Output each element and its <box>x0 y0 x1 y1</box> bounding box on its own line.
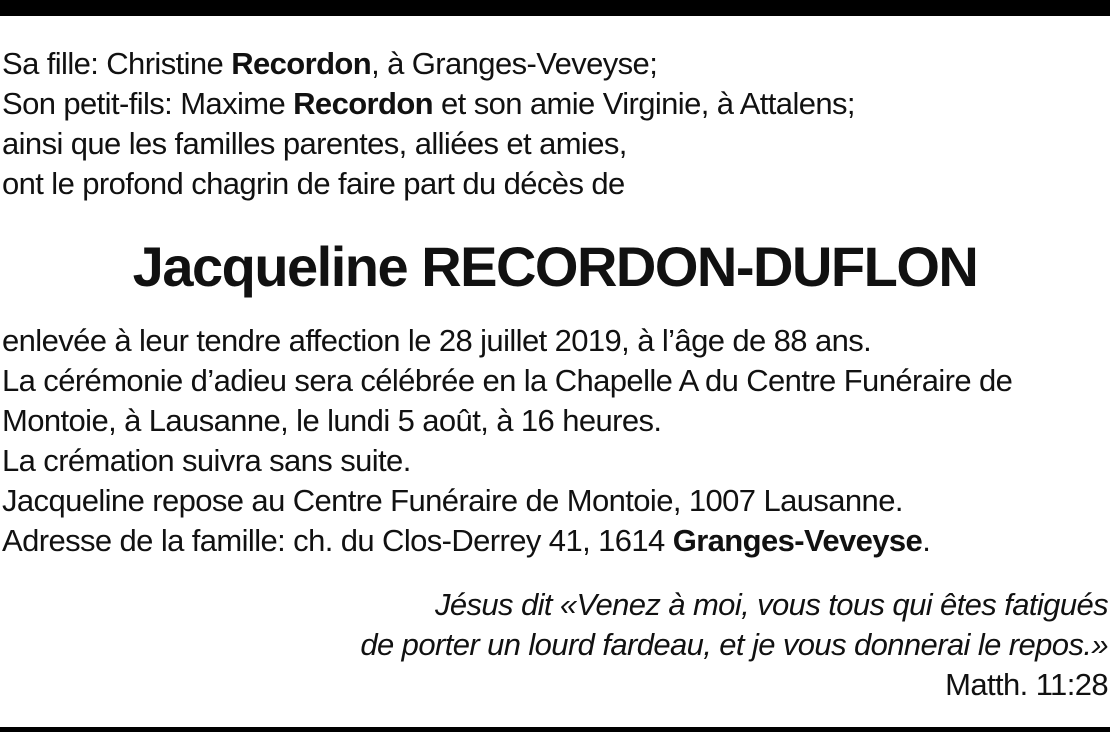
daughter-surname: Recordon <box>231 46 372 81</box>
address-suffix: . <box>922 523 931 558</box>
deceased-name: Jacqueline RECORDON-DUFLON <box>132 235 978 298</box>
cremation-line: La crémation suivra sans suite. <box>2 443 411 478</box>
family-address-line <box>2 521 1110 561</box>
top-border-rule <box>0 0 1110 16</box>
address-prefix: Adresse de la famille: ch. du Clos-Derrey 41, 1614 <box>2 523 673 558</box>
bible-quote <box>108 585 1108 705</box>
daughter-line <box>2 44 1110 84</box>
announcement-line: ont le profond chagrin de faire part du décès de <box>2 166 625 201</box>
resting-line: Jacqueline repose au Centre Funéraire de Montoie, 1007 Lausanne. <box>2 483 903 518</box>
quote-line-2: de porter un lourd fardeau, et je vous donnerai le repos.» <box>360 627 1108 662</box>
quote-citation: Matth. 11:28 <box>945 667 1108 702</box>
grandson-prefix: Son petit-fils: Maxime <box>2 86 294 121</box>
ceremony-line-1: La cérémonie d’adieu sera célébrée en la Chapelle A du Centre Funéraire de <box>2 363 1013 398</box>
daughter-prefix: Sa fille: Christine <box>2 46 232 81</box>
address-town: Granges-Veveyse <box>672 523 923 558</box>
relatives-block <box>2 44 1110 204</box>
details-block <box>2 321 1110 561</box>
bottom-border-rule <box>0 727 1110 732</box>
ceremony-line-2: Montoie, à Lausanne, le lundi 5 août, à 16 heures. <box>2 403 662 438</box>
families-line: ainsi que les familles parentes, alliées et amies, <box>2 126 627 161</box>
grandson-surname: Recordon <box>293 86 434 121</box>
quote-line-1: Jésus dit «Venez à moi, vous tous qui êtes fatigués <box>434 587 1108 622</box>
grandson-line <box>2 84 1110 124</box>
grandson-suffix: et son amie Virginie, à Attalens; <box>433 86 855 121</box>
daughter-suffix: , à Granges-Veveyse; <box>371 46 658 81</box>
passing-line: enlevée à leur tendre affection le 28 juillet 2019, à l’âge de 88 ans. <box>2 323 872 358</box>
